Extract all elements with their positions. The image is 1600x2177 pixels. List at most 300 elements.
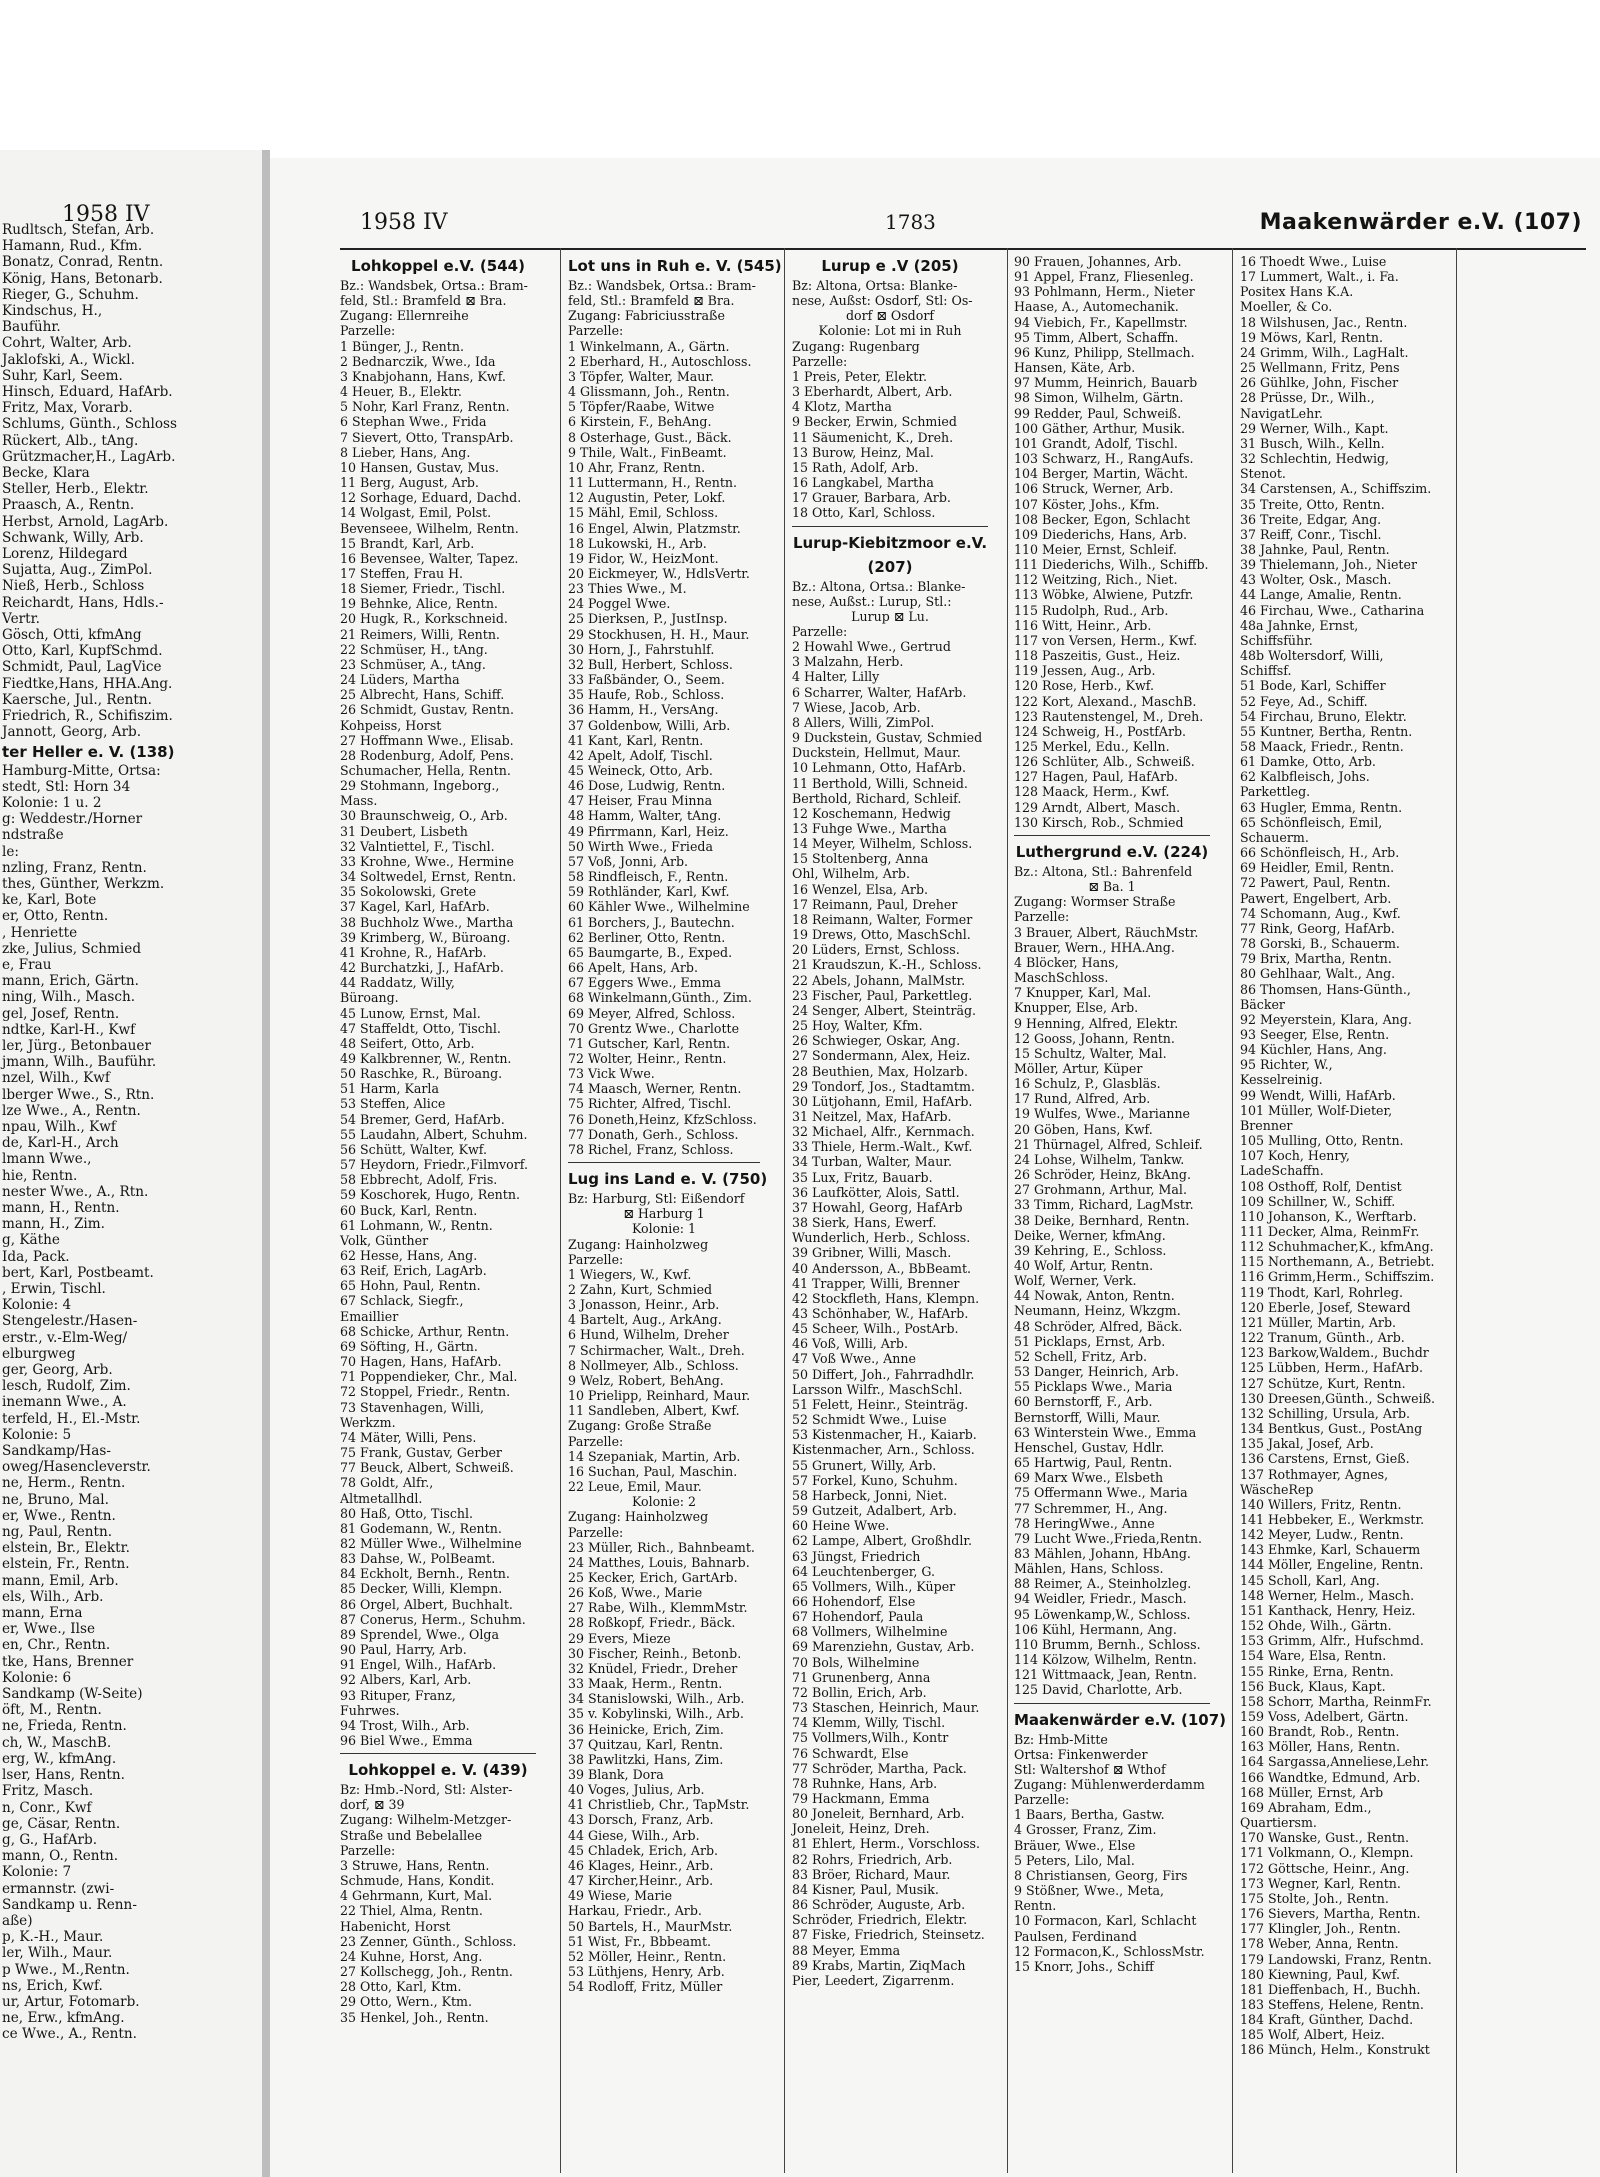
entry-line: 37 Quitzau, Karl, Rentn. xyxy=(568,1736,724,1752)
entry-line: ge, Cäsar, Rentn. xyxy=(2,1815,121,1832)
entry-line: 88 Meyer, Emma xyxy=(792,1942,901,1958)
entry-line: Kindschus, H., xyxy=(2,303,103,320)
entry-line: 68 Schicke, Arthur, Rentn. xyxy=(340,1323,510,1339)
entry-line: Parkettleg. xyxy=(1240,784,1311,800)
entry-line: 69 Meyer, Alfred, Schloss. xyxy=(568,1005,736,1021)
entry-line: inemann Wwe., A. xyxy=(2,1394,127,1411)
entry-line: 70 Grentz Wwe., Charlotte xyxy=(568,1020,740,1036)
entry-line: 7 Sievert, Otto, TranspArb. xyxy=(340,429,514,445)
entry-line: 42 Apelt, Adolf, Tischl. xyxy=(568,747,713,763)
entry-line: 25 Dierksen, P., JustInsp. xyxy=(568,611,728,627)
entry-line: 21 Kraudszun, K.-H., Schloss. xyxy=(792,957,982,973)
column-divider xyxy=(560,248,561,2173)
centered-line: ⊠ Ba. 1 xyxy=(1088,879,1136,895)
entry-line: 107 Koch, Henry, xyxy=(1240,1148,1350,1164)
entry-line: LadeSchaffn. xyxy=(1240,1163,1324,1179)
entry-line: Altmetallhdl. xyxy=(340,1490,423,1506)
entry-line: 10 Ahr, Franz, Rentn. xyxy=(568,459,706,475)
entry-line: 77 Schremmer, H., Ang. xyxy=(1014,1500,1168,1516)
entry-line: 54 Rodloff, Fritz, Müller xyxy=(568,1979,723,1995)
entry-line: 112 Schuhmacher,K., kfmAng. xyxy=(1240,1239,1434,1255)
entry-line: 71 Gutscher, Karl, Rentn. xyxy=(568,1035,731,1051)
entry-line: 32 Valntiettel, F., Tischl. xyxy=(340,838,495,854)
entry-line: 78 HeringWwe., Anne xyxy=(1014,1515,1155,1531)
entry-line: 12 Sorhage, Eduard, Dachd. xyxy=(340,490,522,506)
entry-line: 125 Lübben, Herm., HafArb. xyxy=(1240,1360,1423,1376)
entry-line: er, Wwe., Rentn. xyxy=(2,1507,116,1524)
entry-line: 78 Goldt, Alfr., xyxy=(340,1475,434,1491)
entry-line: 26 Schwieger, Oskar, Ang. xyxy=(792,1033,961,1049)
entry-line: 49 Kalkbrenner, W., Rentn. xyxy=(340,1050,512,1066)
entry-line: Parzelle: xyxy=(792,623,848,639)
entry-line: 46 Voß, Willi, Arb. xyxy=(792,1336,908,1352)
entry-line: 3 Eberhardt, Albert, Arb. xyxy=(792,384,953,400)
entry-line: Sandkamp/Has- xyxy=(2,1443,111,1460)
entry-line: 99 Wendt, Willi, HafArb. xyxy=(1240,1087,1396,1103)
entry-line: 5 Peters, Lilo, Mal. xyxy=(1014,1852,1135,1868)
entry-line: erstr., v.-Elm-Weg/ xyxy=(2,1329,128,1346)
entry-line: Schmidt, Paul, LagVice xyxy=(2,659,162,676)
entry-line: NavigatLehr. xyxy=(1240,405,1323,421)
entry-line: 84 Eckholt, Bernh., Rentn. xyxy=(340,1566,510,1582)
entry-line: MaschSchloss. xyxy=(1014,970,1109,986)
entry-line: 33 Krohne, Wwe., Hermine xyxy=(340,853,514,869)
entry-line: 81 Ehlert, Herm., Vorschloss. xyxy=(792,1836,981,1852)
entry-line: Herbst, Arnold, LagArb. xyxy=(2,513,169,530)
entry-line: 40 Wolf, Artur, Rentn. xyxy=(1014,1258,1154,1273)
entry-line: 17 Reimann, Paul, Dreher xyxy=(792,896,958,912)
entry-line: Kohpeiss, Horst xyxy=(340,717,442,733)
entry-line: 14 Meyer, Wilhelm, Schloss. xyxy=(792,836,973,852)
entry-line: 37 Reiff, Conr., Tischl. xyxy=(1240,526,1382,542)
entry-line: 106 Kühl, Hermann, Ang. xyxy=(1014,1621,1177,1637)
entry-line: 160 Brandt, Rob., Rentn. xyxy=(1240,1724,1400,1740)
left-page xyxy=(0,150,262,2177)
entry-line: 101 Müller, Wolf-Dieter, xyxy=(1240,1102,1393,1118)
running-head-right: Maakenwärder e.V. (107) xyxy=(1259,210,1582,235)
entry-line: erg, W., kfmAng. xyxy=(2,1750,117,1767)
entry-line: 32 Michael, Alfr., Kernmach. xyxy=(792,1124,975,1140)
entry-line: 52 Feye, Ad., Schiff. xyxy=(1240,693,1368,709)
entry-line: ndstraße xyxy=(2,827,64,844)
entry-line: 7 Wiese, Jacob, Arb. xyxy=(792,699,921,715)
entry-line: 55 Kuntner, Bertha, Rentn. xyxy=(1240,723,1413,739)
entry-line: 178 Weber, Anna, Rentn. xyxy=(1240,1936,1399,1952)
entry-line: 13 Burow, Heinz, Mal. xyxy=(792,444,934,460)
entry-line: 65 Hartwig, Paul, Rentn. xyxy=(1014,1455,1173,1471)
entry-line: 19 Drews, Otto, MaschSchl. xyxy=(792,927,971,943)
entry-line: jmann, Wilh., Bauführ. xyxy=(2,1054,157,1071)
entry-line: Sandkamp u. Renn- xyxy=(2,1896,137,1913)
entry-line: 86 Thomsen, Hans-Günth., xyxy=(1240,981,1411,997)
entry-line: 135 Jakal, Josef, Arb. xyxy=(1240,1436,1374,1452)
entry-line: 31 Busch, Wilh., Kelln. xyxy=(1240,435,1385,451)
entry-line: 26 Gühlke, John, Fischer xyxy=(1240,375,1399,391)
entry-line: 26 Schmidt, Gustav, Rentn. xyxy=(340,702,514,718)
entry-line: 80 Joneleit, Bernhard, Arb. xyxy=(792,1806,965,1822)
left-page-number: 1958 IV xyxy=(62,202,150,227)
entry-line: 65 Baumgarte, B., Exped. xyxy=(568,944,733,960)
entry-line: 141 Hebbeker, E., Werkmstr. xyxy=(1240,1511,1425,1527)
garden-heading: Lug ins Land e. V. (750) xyxy=(568,1170,768,1189)
entry-line: 7 Knupper, Karl, Mal. xyxy=(1014,985,1152,1001)
entry-line: lesch, Rudolf, Zim. xyxy=(2,1378,131,1395)
entry-line: Straße und Bebelallee xyxy=(340,1827,483,1843)
entry-line: 14 Szepaniak, Martin, Arb. xyxy=(568,1448,741,1464)
entry-line: Praasch, A., Rentn. xyxy=(2,497,135,514)
entry-line: 69 Marenziehn, Gustav, Arb. xyxy=(792,1639,975,1655)
entry-line: Bevenseee, Wilhelm, Rentn. xyxy=(340,520,519,536)
entry-line: 172 Göttsche, Heinr., Ang. xyxy=(1240,1860,1410,1876)
centered-line: ⊠ Harburg 1 xyxy=(623,1206,705,1222)
page-number: 1783 xyxy=(885,210,936,234)
entry-line: 19 Wulfes, Wwe., Marianne xyxy=(1014,1106,1191,1122)
entry-line: 3 Knabjohann, Hans, Kwf. xyxy=(340,368,506,384)
entry-line: Ohl, Wilhelm, Arb. xyxy=(792,866,910,882)
entry-line: 41 Christlieb, Chr., TapMstr. xyxy=(568,1797,750,1813)
entry-line: Fritz, Max, Vorarb. xyxy=(2,400,133,417)
entry-line: 156 Buck, Klaus, Kapt. xyxy=(1240,1678,1386,1694)
entry-line: 24 Lohse, Wilhelm, Tankw. xyxy=(1014,1151,1185,1167)
entry-line: 59 Gutzeit, Adalbert, Arb. xyxy=(792,1503,957,1519)
left-page-entries xyxy=(2,222,260,2043)
entry-line: Hansen, Käte, Arb. xyxy=(1014,360,1136,376)
entry-line: 2 Zahn, Kurt, Schmied xyxy=(568,1282,713,1297)
entry-line: 59 Koschorek, Hugo, Rentn. xyxy=(340,1187,520,1203)
entry-line: 50 Differt, Joh., Fahrradhdlr. xyxy=(792,1366,975,1382)
entry-line: 31 Neitzel, Max, HafArb. xyxy=(792,1108,952,1124)
entry-line: 41 Krohne, R., HafArb. xyxy=(340,944,487,960)
entry-line: 33 Maak, Herm., Rentn. xyxy=(568,1676,723,1692)
entry-line: 16 Langkabel, Martha xyxy=(792,475,934,491)
entry-line: 69 Heidler, Emil, Rentn. xyxy=(1240,860,1395,876)
entry-line: 11 Berg, August, Arb. xyxy=(340,475,479,491)
entry-line: 35 v. Kobylinski, Wilh., Arb. xyxy=(568,1706,744,1722)
entry-line: 71 Grunenberg, Anna xyxy=(792,1669,931,1685)
entry-line: 1 Winkelmann, A., Gärtn. xyxy=(568,338,730,354)
entry-line: 114 Kölzow, Wilhelm, Rentn. xyxy=(1014,1652,1197,1668)
header-rule xyxy=(340,248,1586,250)
entry-line: 23 Thies Wwe., M. xyxy=(568,581,687,597)
entry-line: 93 Seeger, Else, Rentn. xyxy=(1240,1026,1390,1042)
entry-line: er, Wwe., Ilse xyxy=(2,1621,96,1638)
entry-line: 41 Kant, Karl, Rentn. xyxy=(568,732,704,748)
entry-line: 28 Roßkopf, Friedr., Bäck. xyxy=(568,1615,736,1631)
entry-line: Suhr, Karl, Seem. xyxy=(2,367,123,384)
entry-line: Positex Hans K.A. xyxy=(1240,284,1354,300)
entry-line: Steller, Herb., Elektr. xyxy=(2,481,149,498)
entry-line: 122 Tranum, Günth., Arb. xyxy=(1240,1330,1405,1346)
entry-line: 6 Kirstein, F., BehAng. xyxy=(568,414,712,430)
entry-line: 22 Schmüser, H., tAng. xyxy=(340,641,488,657)
entry-line: Bz: Hmb-Mitte xyxy=(1014,1731,1108,1747)
entry-line: Ida, Pack. xyxy=(2,1248,70,1265)
entry-line: 111 Decker, Alma, ReinmFr. xyxy=(1240,1224,1420,1239)
entry-line: 91 Engel, Wilh., HafArb. xyxy=(340,1657,497,1673)
entry-line: 169 Abraham, Edm., xyxy=(1240,1799,1372,1815)
entry-line: 71 Poppendieker, Chr., Mal. xyxy=(340,1369,518,1385)
entry-line: 134 Bentkus, Gust., PostAng xyxy=(1240,1421,1423,1437)
entry-line: 9 Thile, Walt., FinBeamt. xyxy=(568,444,727,460)
entry-line: 28 Prüsse, Dr., Wilh., xyxy=(1240,390,1375,406)
garden-heading: Lurup e .V (205) xyxy=(821,257,959,275)
entry-line: 26 Schröder, Heinz, BkAng. xyxy=(1014,1167,1191,1183)
entry-line: feld, Stl.: Bramfeld ⊠ Bra. xyxy=(568,293,735,309)
entry-line: 5 Töpfer/Raabe, Witwe xyxy=(568,399,715,415)
entry-line: 29 Otto, Wern., Ktm. xyxy=(340,1994,472,2010)
entry-line: 67 Schlack, Siegfr., xyxy=(340,1293,464,1309)
entry-line: 109 Schillner, W., Schiff. xyxy=(1240,1193,1396,1209)
entry-line: 90 Paul, Harry, Arb. xyxy=(340,1642,467,1658)
entry-line: Rudltsch, Stefan, Arb. xyxy=(2,222,155,238)
entry-line: 45 Lunow, Ernst, Mal. xyxy=(340,1005,481,1021)
entry-line: 119 Jessen, Aug., Arb. xyxy=(1014,663,1156,679)
entry-line: er, Otto, Rentn. xyxy=(2,908,109,925)
entry-line: 49 Wiese, Marie xyxy=(568,1888,673,1904)
entry-line: 31 Deubert, Lisbeth xyxy=(340,823,468,839)
entry-line: 2 Eberhard, H., Autoschloss. xyxy=(568,353,752,369)
entry-line: Fiedtke,Hans, HHA.Ang. xyxy=(2,675,173,692)
entry-line: Sujatta, Aug., ZimPol. xyxy=(2,562,153,579)
entry-line: 43 Wolter, Osk., Masch. xyxy=(1240,572,1392,588)
entry-line: 66 Hohendorf, Else xyxy=(792,1593,916,1609)
entry-line: 9 Stößner, Wwe., Meta, xyxy=(1014,1883,1165,1899)
entry-line: 32 Knüdel, Friedr., Dreher xyxy=(568,1660,738,1676)
entry-line: Bz.: Altona, Ortsa.: Blanke- xyxy=(792,578,966,594)
entry-line: 4 Grosser, Franz, Zim. xyxy=(1014,1822,1157,1838)
entry-line: 77 Schröder, Martha, Pack. xyxy=(792,1760,967,1776)
entry-line: mann, Emil, Arb. xyxy=(2,1572,119,1589)
entry-line: 110 Johanson, K., Werftarb. xyxy=(1240,1208,1417,1224)
entry-line: 83 Mählen, Johann, HbAng. xyxy=(1014,1545,1191,1561)
entry-line: 65 Hohn, Paul, Rentn. xyxy=(340,1278,481,1294)
entry-line: Kistenmacher, Arn., Schloss. xyxy=(792,1442,975,1458)
entry-line: 16 Thoedt Wwe., Luise xyxy=(1240,254,1387,269)
centered-line: Lurup ⊠ Lu. xyxy=(851,608,929,624)
centered-line: Kolonie: Lot mi in Ruh xyxy=(818,323,962,339)
entry-line: en, Chr., Rentn. xyxy=(2,1637,111,1654)
entry-line: 72 Stoppel, Friedr., Rentn. xyxy=(340,1384,511,1400)
entry-line: 116 Grimm,Herm., Schiffszim. xyxy=(1240,1269,1435,1285)
entry-line: 39 Krimberg, W., Büroang. xyxy=(340,929,511,945)
entry-line: 83 Bröer, Richard, Maur. xyxy=(792,1866,951,1882)
entry-line: Grützmacher,H., LagArb. xyxy=(2,448,176,465)
entry-line: Neumann, Heinz, Wkzgm. xyxy=(1014,1303,1181,1319)
entry-line: 43 Dorsch, Franz, Arb. xyxy=(568,1812,714,1828)
entry-line: 24 Lüders, Martha xyxy=(340,672,460,688)
entry-line: 62 Hesse, Hans, Ang. xyxy=(340,1248,478,1263)
entry-line: 73 Stavenhagen, Willi, xyxy=(340,1399,484,1415)
centered-line: Kolonie: 2 xyxy=(631,1494,697,1510)
entry-line: 106 Struck, Werner, Arb. xyxy=(1014,481,1174,497)
entry-line: 18 Reimann, Walter, Former xyxy=(792,911,973,927)
entry-line: 34 Soltwedel, Ernst, Rentn. xyxy=(340,869,517,885)
entry-line: 4 Heuer, B., Elektr. xyxy=(340,384,462,400)
entry-line: Zugang: Ellernreihe xyxy=(340,308,469,324)
entry-line: 28 Rodenburg, Adolf, Pens. xyxy=(340,747,514,763)
entry-line: 100 Gäther, Arthur, Musik. xyxy=(1014,420,1186,436)
entry-line: 101 Grandt, Adolf, Tischl. xyxy=(1014,435,1178,451)
entry-line: 61 Lohmann, W., Rentn. xyxy=(340,1217,493,1233)
entry-line: 29 Stohmann, Ingeborg., xyxy=(340,778,500,794)
entry-line: 48a Jahnke, Ernst, xyxy=(1240,617,1359,633)
entry-line: Parzelle: xyxy=(568,323,624,339)
entry-line: 50 Wirth Wwe., Frieda xyxy=(568,838,713,854)
entry-line: 74 Klemm, Willy, Tischl. xyxy=(792,1715,946,1731)
entry-line: 81 Godemann, W., Rentn. xyxy=(340,1520,502,1536)
entry-line: 20 Hugk, R., Korkschneid. xyxy=(340,611,508,627)
entry-line: 94 Küchler, Hans, Ang. xyxy=(1240,1042,1387,1058)
entry-line: 43 Schönhaber, W., HafArb. xyxy=(792,1306,969,1321)
entry-line: 44 Lange, Amalie, Rentn. xyxy=(1240,587,1402,603)
column-3 xyxy=(792,254,988,2174)
entry-line: 53 Kistenmacher, H., Kaiarb. xyxy=(792,1427,977,1443)
entry-line: Lorenz, Hildegard xyxy=(2,546,128,563)
entry-line: Sandkamp (W-Seite) xyxy=(2,1686,143,1703)
entry-line: 62 Kalbfleisch, Johs. xyxy=(1240,769,1370,785)
entry-line: 75 Richter, Alfred, Tischl. xyxy=(568,1096,732,1112)
entry-line: 76 Doneth,Heinz, KfzSchloss. xyxy=(568,1111,757,1127)
entry-line: 4 Gehrmann, Kurt, Mal. xyxy=(340,1888,493,1904)
entry-line: 51 Bode, Karl, Schiffer xyxy=(1240,678,1386,694)
entry-line: Zugang: Große Straße xyxy=(568,1418,712,1434)
entry-line: 15 Knorr, Johs., Schiff xyxy=(1014,1958,1154,1974)
entry-line: 36 Heinicke, Erich, Zim. xyxy=(568,1721,724,1737)
column-divider xyxy=(1007,248,1008,2173)
entry-line: Wunderlich, Herb., Schloss. xyxy=(792,1230,971,1246)
entry-line: 33 Faßbänder, O., Seem. xyxy=(568,672,725,688)
entry-line: 7 Schirmacher, Walt., Dreh. xyxy=(568,1342,745,1358)
entry-line: 175 Stolte, Joh., Rentn. xyxy=(1240,1890,1389,1906)
entry-line: 65 Vollmers, Wilh., Küper xyxy=(792,1578,956,1594)
entry-line: 9 Henning, Alfred, Elektr. xyxy=(1014,1015,1179,1031)
entry-line: Pier, Leedert, Zigarrenm. xyxy=(792,1972,955,1988)
entry-line: 108 Osthoff, Rolf, Dentist xyxy=(1240,1178,1402,1194)
entry-line: 180 Kiewning, Paul, Kwf. xyxy=(1240,1966,1400,1982)
entry-line: Moeller, & Co. xyxy=(1240,299,1333,315)
entry-line: 115 Rudolph, Rud., Arb. xyxy=(1014,602,1169,618)
entry-line: 57 Voß, Jonni, Arb. xyxy=(568,853,689,869)
entry-line: 79 Brix, Martha, Rentn. xyxy=(1240,951,1392,967)
entry-line: lser, Hans, Rentn. xyxy=(2,1767,125,1784)
entry-line: 127 Schütze, Kurt, Rentn. xyxy=(1240,1375,1406,1391)
entry-line: 173 Wegner, Karl, Rentn. xyxy=(1240,1875,1401,1891)
entry-line: 184 Kraft, Günther, Dachd. xyxy=(1240,2012,1414,2028)
entry-line: 59 Rothländer, Karl, Kwf. xyxy=(568,884,730,900)
entry-line: 34 Turban, Walter, Maur. xyxy=(792,1154,952,1170)
entry-line: 18 Lukowski, H., Arb. xyxy=(568,535,707,551)
entry-line: 23 Zenner, Günth., Schloss. xyxy=(340,1933,517,1949)
entry-line: 20 Eickmeyer, W., HdlsVertr. xyxy=(568,565,750,581)
entry-line: 68 Winkelmann,Günth., Zim. xyxy=(568,990,752,1006)
entry-line: 38 Pawlitzki, Hans, Zim. xyxy=(568,1751,724,1767)
entry-line: 128 Maack, Herm., Kwf. xyxy=(1014,784,1170,800)
column-5 xyxy=(1240,254,1440,2174)
entry-line: nese, Außst: Osdorf, Stl: Os- xyxy=(792,293,973,309)
entry-line: 98 Simon, Wilhelm, Gärtn. xyxy=(1014,390,1184,406)
entry-line: 142 Meyer, Ludw., Rentn. xyxy=(1240,1527,1404,1543)
entry-line: lmann Wwe., xyxy=(2,1151,92,1168)
entry-line: 17 Rund, Alfred, Arb. xyxy=(1014,1091,1151,1107)
entry-line: 90 Frauen, Johannes, Arb. xyxy=(1014,254,1182,269)
garden-heading: Lurup-Kiebitzmoor e.V. xyxy=(792,533,988,552)
entry-line: 22 Thiel, Alma, Rentn. xyxy=(340,1903,483,1919)
entry-line: 82 Rohrs, Friedrich, Arb. xyxy=(792,1851,953,1867)
entry-line: 8 Nollmeyer, Alb., Schloss. xyxy=(568,1357,739,1373)
entry-line: 136 Carstens, Ernst, Gieß. xyxy=(1240,1451,1410,1467)
entry-line: 57 Forkel, Kuno, Schuhm. xyxy=(792,1472,958,1488)
entry-line: 103 Schwarz, H., RangAufs. xyxy=(1014,451,1194,467)
entry-line: 92 Meyerstein, Klara, Ang. xyxy=(1240,1011,1412,1027)
entry-line: 32 Bull, Herbert, Schloss. xyxy=(568,656,733,672)
entry-line: Bz: Hmb.-Nord, Stl: Alster- xyxy=(340,1782,513,1798)
entry-line: 181 Dieffenbach, H., Buchh. xyxy=(1240,1981,1421,1997)
garden-heading: ter Heller e. V. (138) xyxy=(2,742,175,761)
entry-line: Deike, Werner, kfmAng. xyxy=(1014,1227,1166,1243)
entry-line: 60 Kähler Wwe., Wilhelmine xyxy=(568,899,750,915)
entry-line: 10 Hansen, Gustav, Mus. xyxy=(340,459,499,475)
entry-line: 40 Andersson, A., BbBeamt. xyxy=(792,1260,972,1276)
entry-line: 22 Abels, Johann, MalMstr. xyxy=(792,972,966,988)
entry-line: 9 Becker, Erwin, Schmied xyxy=(792,414,957,430)
entry-line: 8 Lieber, Hans, Ang. xyxy=(340,444,471,460)
entry-line: 27 Rabe, Wilh., KlemmMstr. xyxy=(568,1600,748,1616)
entry-line: 96 Kunz, Philipp, Stellmach. xyxy=(1014,344,1195,360)
entry-line: Parzelle: xyxy=(1014,909,1070,925)
entry-line: 77 Donath, Gerh., Schloss. xyxy=(568,1126,739,1142)
entry-line: 143 Ehmke, Karl, Schauerm xyxy=(1240,1542,1421,1558)
entry-line: 89 Sprendel, Wwe., Olga xyxy=(340,1626,499,1642)
entry-line: 55 Picklaps Wwe., Maria xyxy=(1014,1379,1173,1395)
entry-line: 57 Heydorn, Friedr.,Filmvorf. xyxy=(340,1157,528,1173)
entry-line: Rieger, G., Schuhm. xyxy=(2,286,139,303)
entry-line: 30 Horn, J., Fahrstuhlf. xyxy=(568,641,715,657)
entry-line: Schmude, Hans, Kondit. xyxy=(340,1873,495,1889)
entry-line: 25 Wellmann, Fritz, Pens xyxy=(1240,360,1400,376)
entry-line: 58 Rindfleisch, F., Rentn. xyxy=(568,869,729,885)
entry-line: ger, Georg, Arb. xyxy=(2,1362,113,1379)
entry-line: 125 David, Charlotte, Arb. xyxy=(1014,1682,1183,1698)
entry-line: 12 Koschemann, Hedwig xyxy=(792,805,951,821)
entry-line: Parzelle: xyxy=(568,1433,624,1449)
entry-line: 79 Lucht Wwe.,Frieda,Rentn. xyxy=(1014,1530,1202,1546)
entry-line: Duckstein, Hellmut, Maur. xyxy=(792,745,961,761)
entry-line: 23 Schmüser, A., tAng. xyxy=(340,656,486,672)
entry-line: 6 Stephan Wwe., Frida xyxy=(340,414,487,430)
entry-line: 77 Beuck, Albert, Schweiß. xyxy=(340,1460,514,1476)
entry-line: 74 Schomann, Aug., Kwf. xyxy=(1240,905,1401,921)
entry-line: Zugang: Mühlenwerderdamm xyxy=(1014,1777,1205,1792)
entry-line: lze Wwe., A., Rentn. xyxy=(2,1102,141,1119)
entry-line: 44 Raddatz, Willy, xyxy=(340,975,455,991)
entry-line: 35 Lux, Fritz, Bauarb. xyxy=(792,1169,933,1185)
entry-line: Parzelle: xyxy=(1014,1792,1070,1808)
entry-line: 75 Vollmers,Wilh., Kontr xyxy=(792,1730,949,1746)
entry-line: , Henriette xyxy=(2,924,78,941)
entry-line: 155 Rinke, Erna, Rentn. xyxy=(1240,1663,1394,1679)
entry-line: Schiffsführ. xyxy=(1240,632,1313,648)
entry-line: 63 Reif, Erich, LagArb. xyxy=(340,1263,487,1279)
entry-line: 119 Thodt, Karl, Rohrleg. xyxy=(1240,1284,1403,1300)
entry-line: 34 Carstensen, A., Schiffszim. xyxy=(1240,481,1432,497)
entry-line: 51 Felett, Heinr., Steinträg. xyxy=(792,1396,969,1412)
entry-line: 53 Steffen, Alice xyxy=(340,1096,446,1112)
entry-line: 84 Kisner, Paul, Musik. xyxy=(792,1881,939,1897)
entry-line: Mählen, Hans, Schloss. xyxy=(1014,1561,1164,1577)
entry-line: 61 Damke, Otto, Arb. xyxy=(1240,754,1376,770)
entry-line: 9 Welz, Robert, BehAng. xyxy=(568,1372,724,1388)
entry-line: 91 Appel, Franz, Fliesenleg. xyxy=(1014,269,1194,285)
